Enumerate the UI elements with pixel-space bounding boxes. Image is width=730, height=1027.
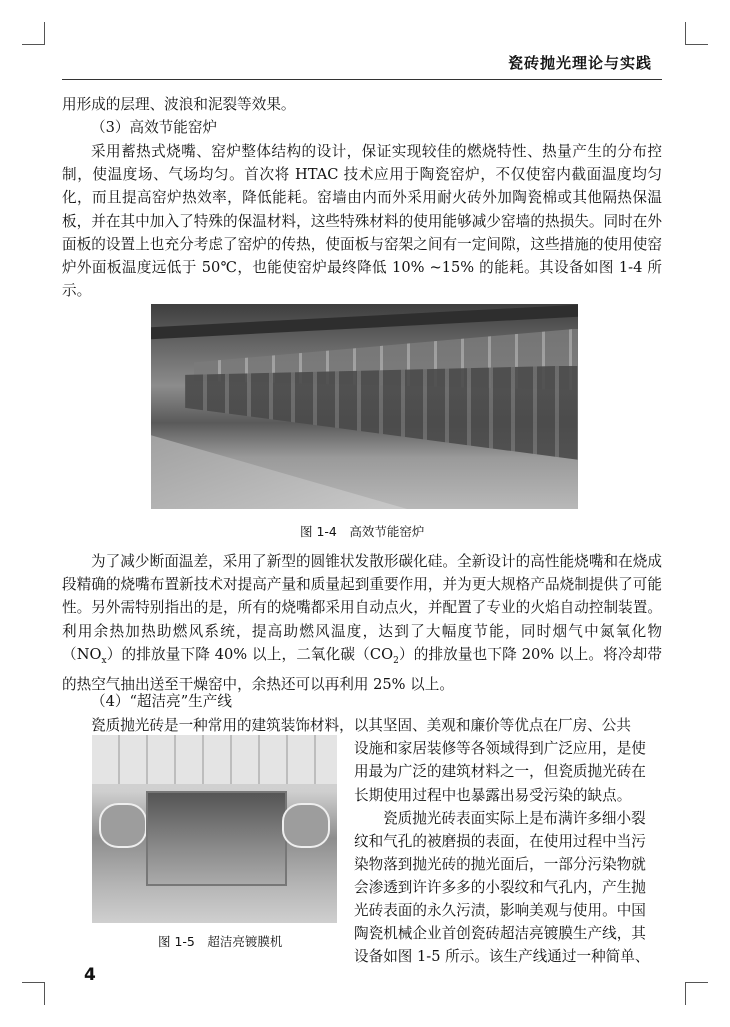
figure-1-4-kiln-photo bbox=[151, 304, 578, 509]
crop-mark-bottom-left bbox=[22, 982, 45, 1005]
figure-1-4-caption: 图 1-4 高效节能窑炉 bbox=[300, 524, 425, 539]
section-heading-4: （4）“超洁亮”生产线 bbox=[91, 693, 232, 710]
paragraph-clean-line-5: 瓷质抛光砖表面实际上是布满许多细小裂 bbox=[383, 810, 646, 827]
paragraph-clean-line-2: 设施和家居装修等各领域得到广泛应用，是使 bbox=[354, 740, 646, 757]
figure-1-5-caption: 图 1-5 超洁亮镀膜机 bbox=[158, 934, 283, 949]
paragraph-clean-line-4: 长期使用过程中也暴露出易受污染的缺点。 bbox=[354, 787, 632, 804]
paragraph-intro-end: 用形成的层理、波浪和泥裂等效果。 bbox=[62, 96, 296, 113]
section-heading-3: （3）高效节能窑炉 bbox=[91, 119, 218, 136]
paragraph-kiln-burners: 为了减少断面温差，采用了新型的圆锥状发散形碳化硅。全新设计的高性能烧嘴和在烧成段精确的烧嘴布置新技术对提高产量和质量起到重要作用，并为更大规格产品烧制提供了可能性。另外需特别指出的是，所有的烧嘴都采用自动点火，并配置了专业的火焰自动控制装置。利用余热加热助燃风系统，提高助燃风温度，达到了大幅度节能，同时烟气中氮氧化物$(NO_x)$的排放量下降 40% 以上，二氧化碳$(CO_2)$的排放量也下降 20% 以上。将冷却带的热空气抽出送至干燥窑中，余热还可以再利用 25% 以上。 bbox=[62, 553, 663, 693]
paragraph-clean-line-9: 光砖表面的永久污渍，影响美观与使用。中国 bbox=[354, 902, 646, 919]
crop-mark-bottom-right bbox=[685, 982, 708, 1005]
paragraph-clean-line-6: 纹和气孔的被磨损的表面，在使用过程中当污 bbox=[354, 833, 646, 850]
paragraph-clean-line-11: 设备如图 1-5 所示。该生产线通过一种简单、 bbox=[354, 948, 650, 965]
paragraph-clean-line-10: 陶瓷机械企业首创瓷砖超洁亮镀膜生产线，其 bbox=[354, 925, 646, 942]
crop-mark-top-left bbox=[22, 22, 45, 45]
paragraph-kiln-design: 采用蓄热式烧嘴、窑炉整体结构的设计，保证实现较佳的燃烧特性、热量产生的分布控制，使温度场、气场均匀。首次将 HTAC 技术应用于陶瓷窑炉，不仅使窑内截面温度均匀化，而且提高窑炉热效率，降低能耗。窑墙由内而外采用耐火砖外加陶瓷棉或其他隔热保温板，并在其中加入了特殊的保温材料，这些特殊材料的使用能够减少窑墙的热损失。同时在外面板的设置上也充分考虑了窑炉的传热，使面板与窑架之间有一定间隙，这些措施的使用使窑炉外面板温度远低于 50℃，也能使窑炉最终降低 10% ~15% 的能耗。其设备如图 1-4 所示。 bbox=[62, 143, 662, 300]
paragraph-clean-line-8: 会渗透到许许多多的小裂纹和气孔内，产生抛 bbox=[354, 879, 646, 896]
paragraph-clean-line-7: 染物落到抛光砖的抛光面后，一部分污染物就 bbox=[354, 856, 646, 873]
running-head: 瓷砖抛光理论与实践 bbox=[62, 52, 662, 80]
page-number: 4 bbox=[84, 965, 96, 985]
paragraph-clean-line-1: 瓷质抛光砖是一种常用的建筑装饰材料，以其坚固、美观和廉价等优点在厂房、公共 bbox=[91, 717, 631, 734]
figure-1-5-coating-machine-photo bbox=[92, 735, 337, 923]
paragraph-clean-line-3: 用最为广泛的建筑材料之一，但瓷质抛光砖在 bbox=[354, 763, 646, 780]
crop-mark-top-right bbox=[685, 22, 708, 45]
